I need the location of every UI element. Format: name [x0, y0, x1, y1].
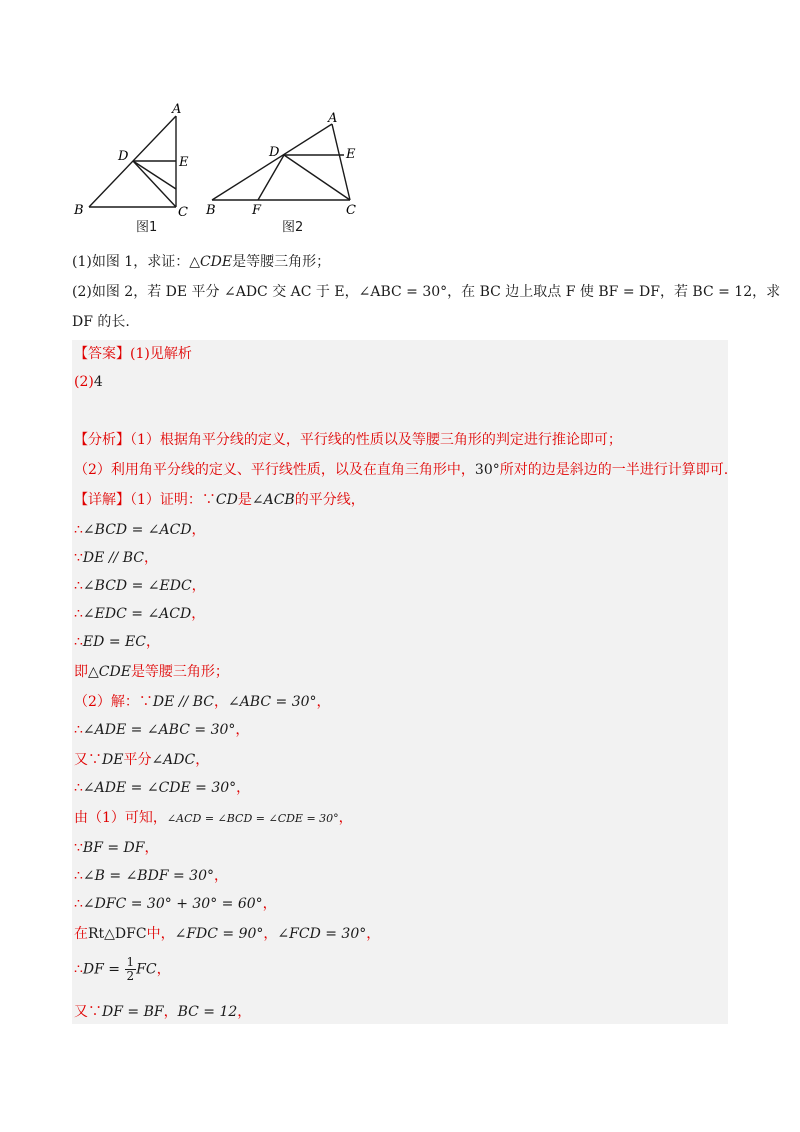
- detail-l6-math: ED = EC: [82, 634, 146, 650]
- comma: ，: [156, 961, 171, 978]
- comma: ，: [191, 606, 206, 622]
- detail-l17-post: FC: [136, 961, 157, 978]
- detail-l16-math2: ∠FDC = 90°: [174, 926, 264, 942]
- detail-l14-math: ∠B = ∠BDF = 30°: [82, 868, 214, 884]
- because-symbol: ∵: [74, 840, 83, 856]
- detail-l18-math1: DF = BF: [102, 1004, 164, 1020]
- analysis-line1: [74, 430, 622, 450]
- detail-l1-math1: CD: [215, 492, 238, 508]
- detail-l10-math1: DE: [102, 752, 124, 768]
- answer-part2-value: 4: [93, 374, 103, 390]
- detail-l17-math: DF =: [82, 961, 121, 978]
- fig2-label-a: A: [328, 111, 338, 126]
- fraction-numerator: 1: [126, 955, 135, 969]
- comma: ，: [213, 868, 228, 884]
- detail-l16-pre: 在: [74, 926, 88, 942]
- fig1-label-d: D: [118, 149, 129, 164]
- detail-l5-math: ∠EDC = ∠ACD: [82, 606, 192, 622]
- fig2-label-e: E: [346, 147, 356, 162]
- detail-line15: [74, 894, 277, 914]
- fraction-one-half: [125, 956, 137, 983]
- geometry-figures: [60, 96, 480, 246]
- answer-label: 【答案】: [74, 346, 130, 362]
- fig1-label-a: A: [172, 102, 182, 117]
- detail-l1-pre: （1）证明：∵: [130, 492, 216, 508]
- question-part2-line2: DF 的长.: [72, 314, 130, 330]
- detail-line14: [74, 866, 228, 886]
- question-part2-line1: (2)如图 2，若 DE 平分 ∠ADC 交 AC 于 E，∠ABC = 30°，在 BC 边上取点 F 使 BF = DF，若 BC = 12，求: [72, 284, 781, 300]
- comma: ，: [191, 522, 206, 538]
- detail-line18: [74, 1002, 251, 1022]
- detail-line9: [74, 720, 249, 740]
- comma: ，: [316, 694, 331, 710]
- comma: ，: [235, 722, 250, 738]
- detail-l8-math2: ∠ABC = 30°: [227, 694, 317, 710]
- therefore-symbol: ∴: [74, 961, 83, 978]
- comma: ，: [338, 810, 353, 826]
- comma: ，: [237, 1004, 252, 1020]
- detail-line3: [74, 548, 158, 568]
- therefore-symbol: ∴: [74, 606, 83, 622]
- comma: ，: [236, 780, 251, 796]
- detail-l1-math2: ∠ACB: [251, 492, 295, 508]
- comma: ，: [366, 926, 381, 942]
- detail-l16-math1: Rt△DFC: [88, 926, 147, 942]
- comma: ，: [195, 752, 210, 768]
- q1-math: △CDE: [189, 254, 233, 270]
- fraction-denominator: 2: [126, 969, 135, 983]
- detail-line4: [74, 576, 206, 596]
- q1-suffix: 是等腰三角形；: [232, 254, 331, 270]
- detail-line13: [74, 838, 159, 858]
- analysis-text2-post: 所对的边是斜边的一半进行计算即可.: [499, 462, 729, 478]
- detail-line1: [74, 490, 365, 510]
- detail-l10-mid: 平分: [123, 752, 152, 768]
- detail-l7-pre: 即: [74, 664, 88, 680]
- detail-line7: [74, 662, 229, 682]
- fig2-label-c: C: [346, 203, 356, 218]
- detail-l8-pre: （2）解：∵: [74, 694, 153, 710]
- detail-l10-pre: 又∵: [74, 752, 102, 768]
- analysis-line2: [74, 460, 728, 480]
- detail-line8: [74, 692, 331, 712]
- detail-l9-math: ∠ADE = ∠ABC = 30°: [82, 722, 236, 738]
- therefore-symbol: ∴: [74, 578, 83, 594]
- detail-label: 【详解】: [74, 492, 130, 508]
- fig1-label-b: B: [74, 203, 84, 218]
- because-symbol: ∵: [74, 550, 83, 566]
- comma: ，: [191, 578, 206, 594]
- answer-part2-label: (2): [74, 374, 94, 390]
- figure-1: [89, 116, 176, 207]
- detail-l12-pre: 由（1）可知，: [74, 810, 167, 826]
- figure-2: [212, 124, 350, 200]
- fig2-label-d: D: [269, 145, 280, 160]
- detail-l4-math: ∠BCD = ∠EDC: [82, 578, 192, 594]
- comma: ，: [143, 550, 158, 566]
- detail-l1-post: 的平分线，: [294, 492, 365, 508]
- fig1-label-c: C: [178, 205, 188, 220]
- detail-l18-pre: 又∵: [74, 1004, 102, 1020]
- comma: ，: [144, 840, 159, 856]
- analysis-text2-pre: （2）利用角平分线的定义、平行线性质，以及在直角三角形中，: [74, 462, 475, 478]
- detail-line12: [74, 808, 353, 829]
- detail-l7-math: △CDE: [88, 664, 131, 680]
- q1-prefix: (1)如图 1，求证：: [72, 254, 190, 270]
- detail-l16-math3: ∠FCD = 30°: [277, 926, 367, 942]
- detail-l15-math: ∠DFC = 30° + 30° = 60°: [82, 896, 263, 912]
- detail-l8-math1: DE // BC: [152, 694, 214, 710]
- fig1-label-e: E: [179, 155, 189, 170]
- detail-line6: [74, 632, 160, 652]
- detail-l12-math: ∠ACD = ∠BCD = ∠CDE = 30°: [166, 812, 339, 825]
- detail-line16: [74, 924, 380, 944]
- answer-part1: (1)见解析: [130, 346, 192, 362]
- detail-l7-post: 是等腰三角形；: [130, 664, 229, 680]
- fig2-caption: 图2: [282, 220, 304, 235]
- detail-line11: [74, 778, 250, 798]
- therefore-symbol: ∴: [74, 634, 83, 650]
- detail-line2: [74, 520, 206, 540]
- detail-l11-math: ∠ADE = ∠CDE = 30°: [82, 780, 237, 796]
- detail-line5: [74, 604, 205, 624]
- detail-l18-math2: BC = 12: [177, 1004, 238, 1020]
- therefore-symbol: ∴: [74, 780, 83, 796]
- fig1-caption: 图1: [136, 220, 158, 235]
- detail-line17: [74, 956, 171, 983]
- detail-l10-math2: ∠ADC: [151, 752, 196, 768]
- detail-l2-math: ∠BCD = ∠ACD: [82, 522, 192, 538]
- detail-l13-math: BF = DF: [82, 840, 145, 856]
- answer-line: [74, 344, 192, 364]
- detail-l1-mid: 是: [237, 492, 252, 508]
- analysis-text2-math: 30°: [474, 462, 500, 478]
- detail-l16-mid: 中，: [146, 926, 175, 942]
- analysis-label: 【分析】: [74, 432, 130, 448]
- analysis-text1: （1）根据角平分线的定义，平行线的性质以及等腰三角形的判定进行推论即可；: [130, 432, 622, 448]
- comma: ，: [213, 694, 228, 710]
- figures-area: [60, 96, 480, 246]
- comma: ，: [263, 926, 278, 942]
- detail-line10: [74, 750, 209, 770]
- comma: ，: [163, 1004, 178, 1020]
- therefore-symbol: ∴: [74, 896, 83, 912]
- therefore-symbol: ∴: [74, 868, 83, 884]
- therefore-symbol: ∴: [74, 722, 83, 738]
- detail-l3-math: DE // BC: [82, 550, 144, 566]
- comma: ，: [262, 896, 277, 912]
- question-part1: [72, 252, 330, 272]
- answer-part2: [74, 372, 103, 392]
- fig2-label-b: B: [206, 203, 216, 218]
- comma: ，: [145, 634, 160, 650]
- therefore-symbol: ∴: [74, 522, 83, 538]
- fig2-label-f: F: [252, 203, 262, 218]
